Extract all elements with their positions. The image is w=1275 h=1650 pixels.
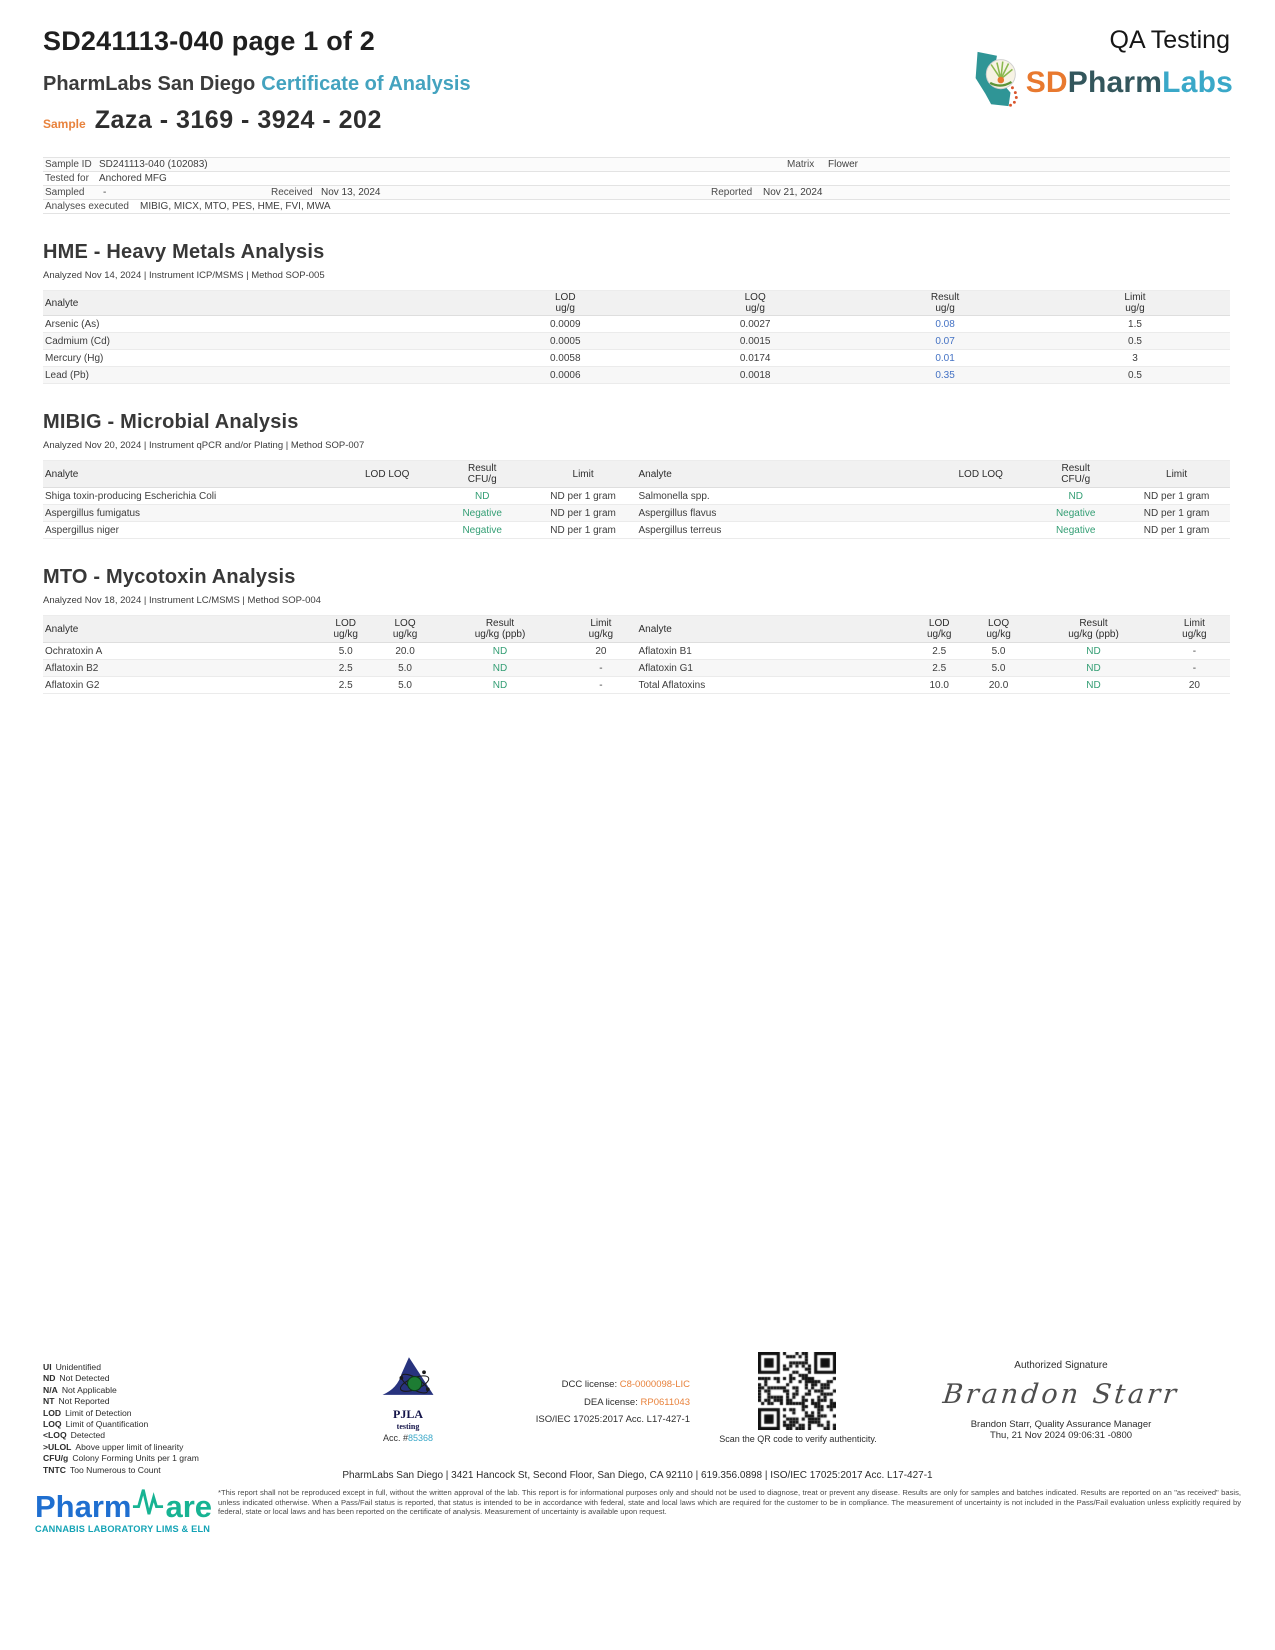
lab-address-line: PharmLabs San Diego | 3421 Hancock St, Second Floor, San Diego, CA 92110 | 619.356.0898 | ISO/IEC 17025:2017 Acc. L17-427-1: [342, 1470, 933, 1481]
analyte-cell: Aspergillus flavus: [638, 507, 717, 519]
footer: [0, 1282, 1275, 1650]
limit-cell: 3: [1132, 352, 1138, 364]
analyte-cell: Aflatoxin G1: [638, 662, 693, 674]
sample-id-value: SD241113-040 (102083): [99, 159, 208, 170]
result-cell: Negative: [462, 524, 502, 536]
sample-label: Sample: [43, 117, 86, 131]
limit-cell: 0.5: [1128, 369, 1142, 381]
received-value: Nov 13, 2024: [321, 187, 381, 198]
qa-testing-label: QA Testing: [1109, 26, 1230, 54]
section-meta-hme: Analyzed Nov 14, 2024 | Instrument ICP/MSMS | Method SOP-005: [43, 270, 325, 281]
section-title-mibig: MIBIG - Microbial Analysis: [43, 411, 299, 433]
col-limit: Limit: [1166, 468, 1188, 480]
loq-cell: 0.0018: [739, 369, 771, 381]
lab-name: PharmLabs San Diego: [43, 73, 256, 95]
sampled-value: -: [103, 187, 107, 198]
lod-cell: 0.0058: [549, 352, 581, 364]
document-title: SD241113-040 page 1 of 2: [43, 26, 376, 56]
analyte-cell: Mercury (Hg): [45, 352, 104, 364]
license-block: [500, 1376, 690, 1429]
col-lod-loq: LOD LOQ: [365, 468, 410, 480]
table-row: [43, 350, 1230, 367]
table-row: [43, 316, 1230, 333]
analyses-label: Analyses executed: [45, 201, 129, 212]
result-cell: ND: [1086, 645, 1101, 657]
col-limit: Limit ug/g: [1124, 292, 1146, 314]
analyte-cell: Aspergillus terreus: [638, 524, 722, 536]
limit-cell: ND per 1 gram: [1143, 490, 1210, 502]
result-cell: ND: [474, 490, 490, 502]
pjla-name: PJLA: [393, 1407, 423, 1421]
col-lod: LOD ug/g: [554, 292, 576, 314]
result-cell: ND: [1086, 679, 1101, 691]
loq-cell: 0.0174: [739, 352, 771, 364]
authorized-signature-label: Authorized Signature: [1014, 1360, 1108, 1371]
loq-cell: 0.0015: [739, 335, 771, 347]
pjla-accreditation-number: Acc. #85368: [382, 1433, 434, 1443]
result-cell: 0.07: [935, 335, 955, 347]
pulse-icon: [131, 1485, 165, 1522]
col-loq: LOQ ug/g: [744, 292, 766, 314]
pjla-sub: testing: [396, 1422, 420, 1431]
table-header-row: [43, 615, 1230, 643]
pharmware-wordmark: Pharm are: [35, 1485, 230, 1522]
pjla-accreditation-logo: [356, 1354, 460, 1443]
col-limit: Limit ug/kg: [588, 618, 614, 640]
legend-item: LOD Limit of Detection: [43, 1407, 132, 1418]
brand-row: [0, 57, 1275, 135]
sample-id-label: Sample ID: [45, 159, 92, 170]
legend-item: NT Not Reported: [43, 1396, 110, 1407]
section-mycotoxin: [43, 566, 1230, 694]
matrix-value: Flower: [828, 159, 859, 170]
limit-cell: ND per 1 gram: [550, 524, 616, 536]
limit-cell: ND per 1 gram: [1143, 524, 1210, 536]
reported-value: Nov 21, 2024: [763, 187, 823, 198]
limit-cell: ND per 1 gram: [550, 507, 616, 519]
result-cell: ND: [492, 645, 508, 657]
sampled-label: Sampled: [45, 187, 85, 198]
signer-name-title: Brandon Starr, Quality Assurance Manager: [970, 1419, 1152, 1430]
col-lod-loq: LOD LOQ: [958, 468, 1003, 480]
section-title-hme: HME - Heavy Metals Analysis: [43, 241, 325, 263]
result-cell: Negative: [1055, 524, 1096, 536]
qr-code: [758, 1352, 838, 1432]
tested-for-value: Anchored MFG: [99, 173, 167, 184]
lod-cell: 0.0005: [549, 335, 581, 347]
dcc-license: DCC license: C8-0000098-LIC: [561, 1379, 690, 1390]
report-disclaimer: *This report shall not be reproduced except in full, without the written approval of the lab. This report is for informational purposes only and should not be used to diagnose, treat or prevent any disease. Results are only for samples and batches indicated. Results are reported on an "as received" basis, unless indicated otherwise. When a Pass/Fail status is reported, that status is intended to be in accordance with federal, state and local laws which are required for the customer to be in compliance. The measurement of uncertainty is not included in the Pass/Fail evaluation unless explicitly required by federal, state or local laws and has been reported on the certificate of analysis. Measurement of uncertainty is available upon request.: [218, 1488, 1241, 1517]
legend-item: >ULOL Above upper limit of linearity: [43, 1441, 184, 1452]
matrix-label: Matrix: [787, 159, 815, 170]
loq-cell: 0.0027: [739, 318, 771, 330]
pjla-icon: [375, 1387, 441, 1404]
analyte-cell: Ochratoxin A: [45, 645, 103, 657]
tested-for-label: Tested for: [45, 173, 89, 184]
legend-item: TNTC Too Numerous to Count: [43, 1464, 161, 1475]
col-analyte: Analyte: [638, 623, 672, 635]
hme-table: [43, 290, 1230, 384]
mto-table: [43, 615, 1230, 694]
section-meta-mto: Analyzed Nov 18, 2024 | Instrument LC/MSMS | Method SOP-004: [43, 595, 321, 606]
section-microbial: [43, 411, 1230, 539]
col-limit: Limit ug/kg: [1182, 618, 1207, 640]
col-loq: LOQ ug/kg: [986, 618, 1011, 640]
col-result-cfu: Result CFU/g: [1061, 463, 1091, 485]
table-row: Aflatoxin G2 2.5 5.0 ND - Total Aflatoxins 10.0 20.0 ND 20: [43, 677, 1230, 694]
table-header-row: [43, 290, 1230, 316]
analyte-cell: Aflatoxin G2: [45, 679, 100, 691]
limit-cell: ND per 1 gram: [550, 490, 616, 502]
analyte-cell: Salmonella spp.: [638, 490, 710, 502]
lod-cell: 0.0006: [549, 369, 581, 381]
analyte-cell: Aflatoxin B2: [45, 662, 99, 674]
legend-item: ND Not Detected: [43, 1373, 110, 1384]
result-cell: ND: [1086, 662, 1101, 674]
mibig-table: [43, 460, 1230, 539]
california-lab-icon: [964, 49, 1026, 116]
legend-item: N/A Not Applicable: [43, 1384, 117, 1395]
legend-item: CFU/g Colony Forming Units per 1 gram: [43, 1453, 199, 1464]
analyte-cell: Shiga toxin-producing Escherichia Coli: [45, 490, 217, 502]
col-result: Result ug/g: [930, 292, 960, 314]
result-cell: 0.01: [935, 352, 955, 364]
col-limit: Limit: [572, 468, 594, 480]
section-heavy-metals: [43, 241, 1230, 384]
table-row: [43, 333, 1230, 350]
sample-name: Zaza - 3169 - 3924 - 202: [94, 106, 382, 134]
certificate-of-analysis-label: Certificate of Analysis: [261, 73, 471, 95]
col-analyte: Analyte: [45, 623, 79, 635]
legend-item: <LOQ Detected: [43, 1430, 106, 1441]
result-cell: ND: [1068, 490, 1083, 502]
analyte-cell: Aflatoxin B1: [638, 645, 692, 657]
analyte-cell: Cadmium (Cd): [45, 335, 111, 347]
dea-license: DEA license: RP0611043: [584, 1396, 690, 1408]
result-cell: ND: [492, 662, 508, 674]
limit-cell: 0.5: [1128, 335, 1142, 347]
table-row: [43, 172, 1230, 186]
col-result-cfu: Result CFU/g: [467, 463, 497, 485]
limit-cell: 1.5: [1128, 318, 1142, 330]
col-loq: LOQ ug/kg: [392, 618, 418, 640]
analyte-cell: Aspergillus niger: [45, 524, 119, 536]
sdpharmlabs-logo: [964, 49, 1233, 116]
table-row: Aflatoxin B2 2.5 5.0 ND - Aflatoxin G1 2.5 5.0 ND -: [43, 660, 1230, 677]
col-analyte: Analyte: [638, 468, 672, 480]
legend-item: UI Unidentified: [43, 1362, 101, 1372]
result-cell: Negative: [1055, 507, 1096, 519]
qr-caption: Scan the QR code to verify authenticity.: [719, 1434, 877, 1444]
table-row: Ochratoxin A 5.0 20.0 ND 20 Aflatoxin B1 2.5 5.0 ND -: [43, 643, 1230, 660]
analyte-cell: Total Aflatoxins: [638, 679, 706, 691]
result-cell: 0.08: [935, 318, 955, 330]
pharmware-logo: [35, 1485, 230, 1534]
table-row: [43, 505, 1230, 522]
reported-label: Reported: [711, 187, 753, 198]
logo-wordmark: SDPharmLabs: [1025, 65, 1233, 99]
col-analyte: Analyte: [45, 468, 79, 480]
analyte-cell: Arsenic (As): [45, 318, 100, 330]
col-result: Result ug/kg (ppb): [474, 618, 526, 640]
limit-cell: ND per 1 gram: [1143, 507, 1210, 519]
lod-cell: 0.0009: [549, 318, 581, 330]
table-row: [43, 186, 1230, 200]
col-analyte: Analyte: [45, 297, 79, 309]
iso-accreditation: ISO/IEC 17025:2017 Acc. L17-427-1: [535, 1414, 690, 1425]
analyte-cell: Aspergillus fumigatus: [45, 507, 141, 519]
sample-info-table: [43, 157, 1230, 214]
received-label: Received: [271, 187, 313, 198]
table-row: [43, 522, 1230, 539]
result-cell: 0.35: [935, 369, 955, 381]
analyte-cell: Lead (Pb): [45, 369, 89, 381]
signature-handwriting: Brandon Starr: [941, 1379, 1181, 1410]
legend-item: LOQ Limit of Quantification: [43, 1419, 149, 1430]
col-result: Result ug/kg (ppb): [1068, 618, 1119, 640]
result-cell: ND: [492, 679, 508, 691]
analyses-value: MIBIG, MICX, MTO, PES, HME, FVI, MWA: [140, 201, 331, 212]
table-row: [43, 158, 1230, 172]
table-row: [43, 488, 1230, 505]
section-meta-mibig: Analyzed Nov 20, 2024 | Instrument qPCR and/or Plating | Method SOP-007: [43, 440, 365, 451]
pharmware-tagline: CANNABIS LABORATORY LIMS & ELN: [35, 1524, 211, 1534]
col-lod: LOD ug/kg: [333, 618, 358, 640]
signature-datetime: Thu, 21 Nov 2024 09:06:31 -0800: [989, 1430, 1133, 1441]
table-header-row: [43, 460, 1230, 488]
signature-block: [926, 1360, 1196, 1441]
section-title-mto: MTO - Mycotoxin Analysis: [43, 566, 296, 588]
result-cell: Negative: [462, 507, 502, 519]
table-row: [43, 367, 1230, 384]
table-row: [43, 200, 1230, 214]
col-lod: LOD ug/kg: [926, 618, 952, 640]
abbreviation-legend: [43, 1362, 199, 1476]
